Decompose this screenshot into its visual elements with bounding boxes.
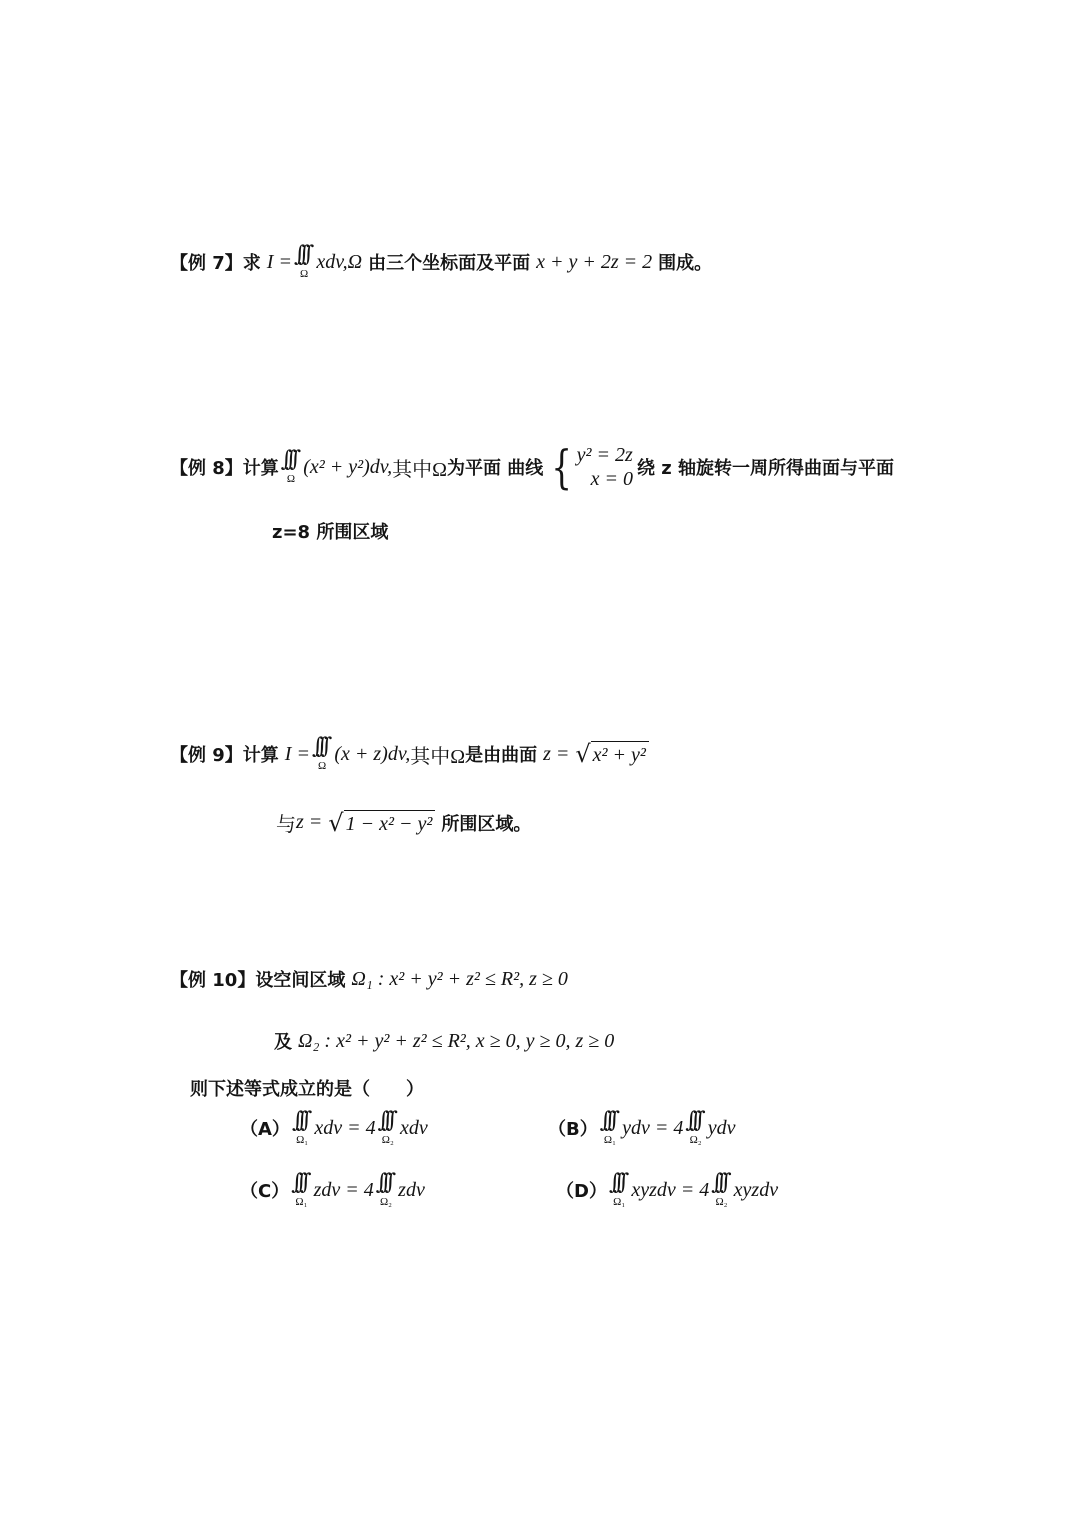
example-9-text-1: 计算: [242, 745, 279, 766]
example-9-line-2: [276, 808, 531, 837]
triple-integral: ∫∫∫ Ω: [293, 242, 309, 280]
option-d-lhs: xyzdv = 4: [631, 1178, 710, 1201]
example-10-label: 【例 10】: [170, 970, 256, 991]
example-8-line-2: [272, 518, 388, 544]
equation-2: x = 0: [590, 468, 633, 490]
triple-integral: ∫∫∫ Ω: [280, 447, 296, 485]
example-9-integrand: (x + z)dv,: [334, 742, 411, 765]
triple-integral: ∫∫∫ Ω₁: [291, 1170, 308, 1208]
example-9-text-2: 其中Ω: [410, 745, 466, 768]
example-9-line-2-post: 所围区域。: [441, 813, 532, 835]
option-c-label: （C）: [240, 1181, 290, 1202]
option-d-label: （D）: [556, 1181, 607, 1202]
triple-integral: ∫∫∫ Ω₂: [685, 1108, 702, 1146]
option-c: [240, 1172, 425, 1208]
option-b: [548, 1110, 736, 1146]
option-a-label: （A）: [240, 1119, 290, 1140]
equation-system: { y² = 2z x = 0: [551, 440, 633, 494]
triple-integral: ∫∫∫ Ω₂: [711, 1170, 728, 1208]
option-c-lhs: zdv = 4: [313, 1178, 374, 1201]
example-8-line-2-text: z=8 所围区域: [272, 522, 389, 543]
example-10: [170, 966, 568, 992]
omega-1-definition: Ω₁ : x² + y² + z² ≤ R², z ≥ 0: [351, 967, 568, 990]
example-9-label: 【例 9】: [170, 745, 243, 766]
omega-2-definition: Ω₂ : x² + y² + z² ≤ R², x ≥ 0, y ≥ 0, z ≥ 0: [298, 1029, 615, 1052]
example-7-text-1: 求: [242, 253, 261, 274]
option-d: [556, 1172, 778, 1208]
example-8-text-1: 计算: [242, 458, 279, 479]
option-a-rhs: xdv: [399, 1116, 428, 1139]
surface-1-lhs: z =: [543, 742, 570, 765]
surface-2-lhs: z =: [296, 811, 323, 833]
example-9-text-3: 是由曲面: [465, 745, 538, 766]
example-9: [170, 736, 649, 772]
triple-integral: ∫∫∫ Ω₂: [377, 1108, 394, 1146]
example-7-lhs: I =: [266, 250, 292, 273]
triple-integral: ∫∫∫ Ω₁: [599, 1108, 616, 1146]
sqrt-expression: √ 1 − x² − y²: [328, 810, 435, 836]
example-10-question: [190, 1075, 424, 1101]
option-d-rhs: xyzdv: [733, 1178, 779, 1201]
option-b-lhs: ydv = 4: [622, 1116, 684, 1139]
example-9-line-2-pre: 与: [276, 814, 296, 836]
example-7: [170, 244, 712, 280]
example-8-text-3: 为平面 曲线: [447, 458, 544, 479]
option-c-rhs: zdv: [398, 1178, 425, 1201]
example-8: [170, 440, 894, 494]
equation-1: y² = 2z: [576, 444, 633, 466]
example-7-text-3: 围成。: [658, 253, 713, 274]
triple-integral: ∫∫∫ Ω₁: [291, 1108, 309, 1146]
option-b-rhs: ydv: [707, 1116, 736, 1139]
example-8-integrand: (x² + y²)dv,: [303, 455, 393, 478]
option-a-lhs: xdv = 4: [314, 1116, 376, 1139]
example-8-text-4: 绕 z 轴旋转一周所得曲面与平面: [636, 458, 894, 479]
example-7-integrand: xdv,Ω: [316, 250, 363, 273]
example-8-text-2: 其中Ω: [392, 458, 448, 481]
example-7-label: 【例 7】: [170, 253, 243, 274]
triple-integral: ∫∫∫ Ω: [311, 734, 327, 772]
triple-integral: ∫∫∫ Ω₁: [608, 1170, 626, 1208]
example-8-label: 【例 8】: [170, 458, 243, 479]
example-10-text-2: 及: [274, 1032, 292, 1053]
example-7-text-2: 由三个坐标面及平面: [368, 253, 531, 274]
triple-integral: ∫∫∫ Ω₂: [375, 1170, 392, 1208]
example-9-lhs: I =: [284, 742, 310, 765]
example-10-text-1: 设空间区域: [255, 970, 346, 991]
example-7-plane: x + y + 2z = 2: [536, 250, 653, 273]
option-b-label: （B）: [548, 1119, 598, 1140]
example-10-line-2: [274, 1028, 614, 1054]
question-text: 则下述等式成立的是（ ）: [190, 1079, 424, 1100]
sqrt-expression: √ x² + y²: [575, 741, 649, 767]
option-a: [240, 1110, 428, 1146]
